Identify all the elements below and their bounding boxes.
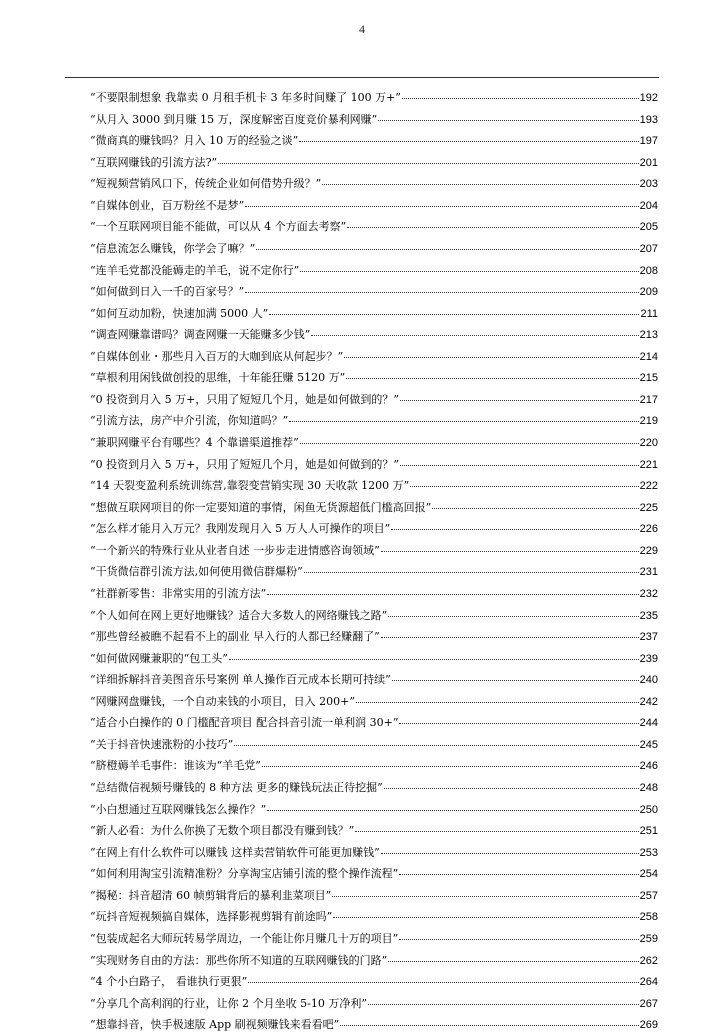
toc-entry-page: 248 — [639, 782, 658, 794]
toc-entry-page: 197 — [639, 135, 658, 148]
toc-entry-page: 259 — [639, 932, 658, 945]
toc-leader-dots — [368, 1004, 639, 1005]
table-of-contents — [90, 87, 658, 1036]
toc-entry-page: 257 — [639, 889, 658, 902]
toc-entry-page: 203 — [639, 178, 658, 191]
toc-entry[interactable] — [90, 497, 658, 519]
toc-entry[interactable] — [90, 863, 658, 885]
toc-entry[interactable] — [90, 755, 658, 777]
toc-entry-page: 250 — [639, 803, 658, 816]
toc-entry-title: “自媒体创业，百万粉丝不是梦” — [90, 198, 245, 212]
toc-entry-title: “详细拆解抖音美图音乐号案例 单人操作百元成本长期可持续” — [90, 673, 391, 687]
toc-leader-dots — [344, 357, 638, 358]
toc-leader-dots — [356, 702, 639, 703]
toc-entry-title: “一个互联网项目能不能做，可以从 4 个方面去考察” — [90, 220, 347, 234]
toc-leader-dots — [245, 292, 638, 293]
toc-leader-dots — [378, 120, 638, 121]
toc-leader-dots — [402, 98, 639, 99]
toc-entry-page: 225 — [639, 501, 658, 514]
toc-entry[interactable] — [90, 260, 658, 282]
toc-entry-title: “兼职网赚平台有哪些？4 个靠谱渠道推荐” — [90, 436, 299, 449]
toc-leader-dots — [384, 788, 639, 789]
toc-entry-page: 192 — [639, 92, 658, 104]
toc-leader-dots — [311, 335, 638, 336]
toc-entry-page: 246 — [639, 760, 658, 773]
toc-entry-page: 253 — [639, 846, 658, 859]
toc-entry-title: “想靠抖音，快手极速版 App 刷视频赚钱来看看吧” — [90, 1018, 340, 1032]
toc-entry-title: “互联网赚钱的引流方法?” — [90, 155, 218, 169]
toc-entry-title: “如何做网赚兼职的“包工头” — [90, 651, 228, 665]
toc-entry-page: 244 — [639, 717, 658, 730]
toc-entry-title: “网赚网盘赚钱，一个自动来钱的小项目，日入 200+” — [90, 694, 355, 708]
toc-entry-page: 201 — [639, 156, 658, 169]
toc-entry-page: 207 — [639, 242, 658, 255]
toc-entry-title: “新人必看：为什么你换了无数个项目都没有赚到钱？” — [90, 824, 355, 838]
toc-entry[interactable] — [90, 820, 658, 842]
toc-entry[interactable] — [90, 281, 658, 303]
toc-entry-title: “揭秘：抖音超清 60 帧剪辑背后的暴利韭菜项目” — [90, 888, 332, 902]
toc-entry-title: “0 投资到月入 5 万+，只用了短短几个月，她是如何做到的？” — [90, 392, 399, 406]
toc-entry-page: 240 — [639, 674, 658, 687]
toc-entry-page: 205 — [639, 221, 658, 234]
toc-entry[interactable] — [90, 906, 658, 928]
toc-entry[interactable] — [90, 454, 658, 476]
toc-entry[interactable] — [90, 626, 658, 648]
toc-leader-dots — [347, 227, 638, 228]
toc-entry[interactable] — [90, 540, 658, 562]
toc-entry-page: 235 — [639, 609, 658, 622]
toc-leader-dots — [388, 961, 638, 962]
toc-entry[interactable] — [90, 799, 658, 821]
toc-entry-page: 217 — [639, 393, 658, 406]
toc-entry-title: “总结微信视频号赚钱的 8 种方法 更多的赚钱玩法正待挖掘” — [90, 781, 383, 794]
toc-entry-page: 211 — [640, 307, 658, 320]
toc-entry-title: “4 个小白路子， 看谁执行更狠” — [90, 975, 248, 989]
toc-leader-dots — [269, 314, 639, 315]
page-number: 4 — [359, 22, 365, 36]
toc-entry[interactable] — [90, 950, 658, 972]
toc-leader-dots — [400, 465, 639, 466]
toc-entry-title: “个人如何在网上更好地赚钱？适合大多数人的网络赚钱之路” — [90, 608, 388, 622]
toc-leader-dots — [218, 163, 638, 164]
toc-entry[interactable] — [90, 195, 658, 217]
toc-entry-title: “微商真的赚钱吗？月入 10 万的经验之谈” — [90, 134, 299, 148]
toc-entry-page: 220 — [639, 437, 658, 449]
toc-entry[interactable] — [90, 561, 658, 583]
toc-entry[interactable] — [90, 928, 658, 950]
toc-entry-page: 264 — [639, 976, 658, 989]
toc-entry-page: 222 — [639, 480, 658, 493]
toc-entry-page: 214 — [639, 350, 658, 363]
toc-entry[interactable] — [90, 109, 658, 131]
toc-entry[interactable] — [90, 993, 658, 1015]
toc-leader-dots — [381, 551, 639, 552]
toc-entry[interactable] — [90, 518, 658, 540]
toc-leader-dots — [340, 1025, 638, 1026]
toc-leader-dots — [304, 572, 639, 573]
toc-entry-page: 208 — [639, 264, 658, 277]
toc-entry-title: “脐橙薅羊毛事件：谁该为“羊毛党” — [90, 759, 261, 773]
toc-entry-page: 239 — [639, 652, 658, 665]
toc-entry[interactable] — [90, 583, 658, 605]
toc-entry-title: “适合小白操作的 0 门槛配音项目 配合抖音引流一单利润 30+” — [90, 716, 399, 730]
toc-entry[interactable] — [90, 842, 658, 864]
toc-entry[interactable] — [90, 87, 658, 109]
toc-leader-dots — [332, 896, 638, 897]
toc-entry[interactable] — [90, 648, 658, 670]
toc-entry[interactable] — [90, 712, 658, 734]
toc-entry-page: 213 — [639, 329, 658, 342]
toc-entry-page: 262 — [639, 954, 658, 967]
toc-leader-dots — [248, 982, 638, 983]
toc-entry-page: 245 — [639, 738, 658, 751]
toc-leader-dots — [346, 378, 638, 379]
toc-entry[interactable] — [90, 432, 658, 454]
toc-leader-dots — [388, 616, 638, 617]
toc-entry-title: “小白想通过互联网赚钱怎么操作？” — [90, 802, 267, 816]
toc-entry-page: 251 — [639, 825, 658, 838]
toc-leader-dots — [410, 486, 638, 487]
toc-entry[interactable] — [90, 734, 658, 756]
toc-entry-page: 242 — [639, 695, 658, 708]
toc-leader-dots — [299, 141, 638, 142]
toc-entry[interactable] — [90, 885, 658, 907]
toc-leader-dots — [399, 874, 638, 875]
toc-entry-page: 232 — [639, 587, 658, 600]
toc-leader-dots — [262, 766, 639, 767]
toc-leader-dots — [381, 853, 639, 854]
toc-entry-title: “一个新兴的特殊行业从业者自述 一步步走进情感咨询领域” — [90, 543, 380, 557]
toc-entry[interactable] — [90, 324, 658, 346]
toc-entry[interactable] — [90, 669, 658, 691]
toc-leader-dots — [256, 249, 638, 250]
toc-leader-dots — [267, 594, 638, 595]
toc-leader-dots — [432, 508, 638, 509]
toc-leader-dots — [229, 659, 639, 660]
toc-entry-page: 204 — [639, 199, 658, 212]
toc-entry[interactable] — [90, 130, 658, 152]
toc-entry-title: “如何做到日入一千的百家号？” — [90, 285, 245, 299]
toc-entry[interactable] — [90, 475, 658, 497]
toc-entry-title: “短视频营销风口下，传统企业如何借势升级？” — [90, 177, 322, 191]
toc-entry-title: “那些曾经被瞧不起看不上的副业 早入行的人都已经赚翻了” — [90, 630, 380, 644]
toc-leader-dots — [322, 184, 638, 185]
toc-entry-page: 237 — [639, 631, 658, 644]
toc-leader-dots — [234, 745, 638, 746]
toc-leader-dots — [400, 400, 639, 401]
toc-entry[interactable] — [90, 1014, 658, 1036]
toc-entry[interactable] — [90, 605, 658, 627]
toc-entry-title: “如何利用淘宝引流精准粉？分享淘宝店铺引流的整个操作流程” — [90, 867, 399, 881]
toc-entry[interactable] — [90, 691, 658, 713]
toc-entry[interactable] — [90, 303, 658, 325]
toc-entry-title: “实现财务自由的方法：那些你所不知道的互联网赚钱的门路” — [90, 953, 388, 967]
toc-entry-title: “怎么样才能月入万元？我刚发现月入 5 万人人可操作的项目” — [90, 522, 391, 536]
toc-entry[interactable] — [90, 173, 658, 195]
toc-entry[interactable] — [90, 971, 658, 993]
toc-entry-title: “信息流怎么赚钱，你学会了嘛？” — [90, 241, 256, 255]
toc-entry-title: “关于抖音快速涨粉的小技巧” — [90, 737, 234, 751]
toc-entry-title: “想做互联网项目的你一定要知道的事情，闲鱼无货源超低门槛高回报” — [90, 500, 432, 514]
toc-entry-page: 258 — [639, 911, 658, 924]
toc-entry-title: “如何互动加粉，快速加满 5000 人” — [90, 306, 269, 320]
toc-entry[interactable] — [90, 777, 658, 799]
toc-entry-page: 267 — [639, 997, 658, 1010]
toc-entry-title: “不要限制想象 我靠卖 0 月租手机卡 3 年多时间赚了 100 万+” — [90, 91, 401, 104]
toc-entry-title: “从月入 3000 到月赚 15 万，深度解密百度竞价暴利网赚” — [90, 112, 378, 126]
header-rule — [65, 77, 659, 78]
toc-entry-title: “引流方法，房产中介引流，你知道吗？” — [90, 414, 289, 428]
toc-leader-dots — [245, 206, 638, 207]
toc-leader-dots — [355, 831, 638, 832]
toc-entry-page: 221 — [639, 458, 658, 471]
toc-entry-title: “自媒体创业・那些月入百万的大咖到底从何起步？” — [90, 349, 344, 363]
toc-leader-dots — [392, 680, 639, 681]
toc-entry-page: 269 — [639, 1019, 658, 1032]
toc-entry-page: 231 — [639, 566, 658, 579]
toc-entry-title: “连羊毛党都没能薅走的羊毛，说不定你行” — [90, 263, 300, 277]
toc-leader-dots — [333, 917, 638, 918]
toc-entry-title: “分享几个高利润的行业，让你 2 个月坐收 5-10 万净利” — [90, 996, 367, 1010]
toc-entry[interactable] — [90, 367, 658, 389]
toc-entry-page: 226 — [639, 523, 658, 536]
toc-leader-dots — [300, 443, 639, 444]
toc-entry-page: 229 — [639, 544, 658, 557]
toc-leader-dots — [267, 810, 638, 811]
toc-entry[interactable] — [90, 216, 658, 238]
toc-entry-page: 219 — [639, 415, 658, 428]
toc-entry-page: 215 — [639, 372, 658, 385]
toc-entry-title: “玩抖音短视频搞自媒体，选择影视剪辑有前途吗” — [90, 910, 333, 924]
toc-leader-dots — [391, 529, 638, 530]
toc-entry-title: “干货微信群引流方法,如何使用微信群爆粉” — [90, 565, 303, 579]
toc-entry-title: “0 投资到月入 5 万+，只用了短短几个月，她是如何做到的？” — [90, 457, 399, 471]
toc-entry-page: 209 — [639, 286, 658, 299]
toc-entry[interactable] — [90, 346, 658, 368]
toc-entry-title: “包装成起名大师玩转易学周边，一个能让你月赚几十万的项目” — [90, 931, 399, 945]
toc-leader-dots — [399, 939, 638, 940]
toc-entry-title: “14 天裂变盈利系统训练营,靠裂变营销实现 30 天收款 1200 万” — [90, 479, 410, 493]
toc-entry-title: “草根利用闲钱做创投的思维，十年能狂赚 5120 万” — [90, 371, 346, 385]
toc-leader-dots — [399, 723, 638, 724]
toc-entry[interactable] — [90, 152, 658, 174]
toc-entry-title: “调查网赚靠谱吗？调查网赚一天能赚多少钱” — [90, 328, 311, 342]
toc-leader-dots — [381, 637, 639, 638]
toc-entry[interactable] — [90, 410, 658, 432]
toc-entry-page: 193 — [639, 113, 658, 126]
toc-entry-page: 254 — [639, 868, 658, 881]
toc-entry[interactable] — [90, 238, 658, 260]
toc-entry[interactable] — [90, 389, 658, 411]
toc-entry-title: “在网上有什么软件可以赚钱 这样卖营销软件可能更加赚钱” — [90, 845, 380, 859]
toc-leader-dots — [289, 421, 638, 422]
toc-leader-dots — [300, 271, 638, 272]
toc-entry-title: “社群新零售：非常实用的引流方法” — [90, 586, 267, 600]
